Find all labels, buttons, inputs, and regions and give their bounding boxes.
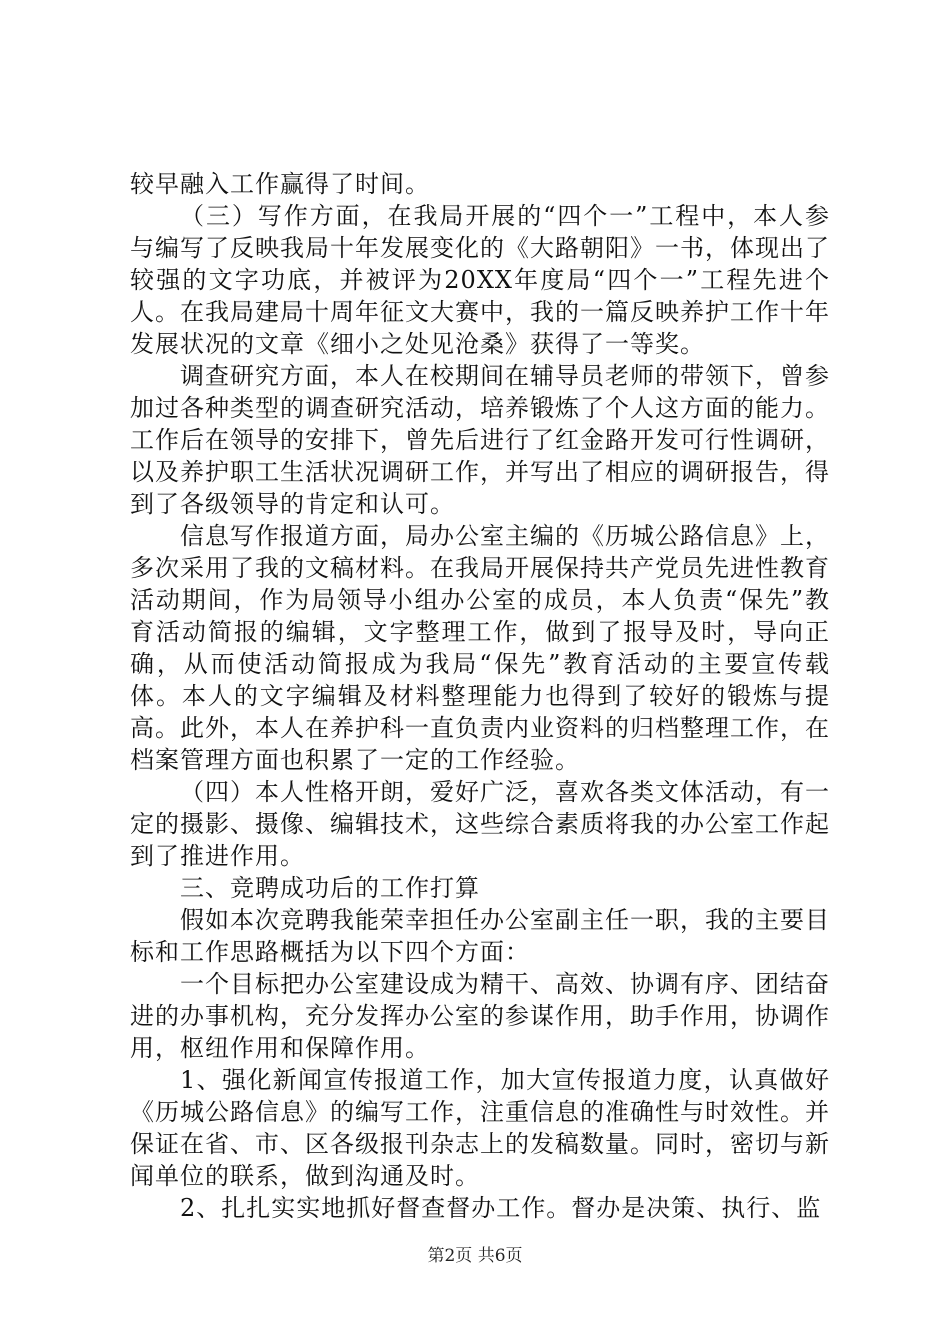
section-heading-work-plan: 三、竞聘成功后的工作打算: [180, 874, 480, 902]
page-number-label: 第2页 共6页: [427, 1246, 523, 1266]
paragraph-writing: （三）写作方面，在我局开展的“四个一”工程中，本人参与编写了反映我局十年发展变化的《大路朝阳》一书，体现出了较强的文字功底，并被评为20XX年度局“四个一”工程先进个人。在我局建局十周年征文大赛中，我的一篇反映养护工作十年发展状况的文章《细小之处见沧桑》获得了一等奖。: [130, 202, 830, 358]
paragraph-reporting: 信息写作报道方面，局办公室主编的《历城公路信息》上，多次采用了我的文稿材料。在我局开展保持共产党员先进性教育活动期间，作为局领导小组办公室的成员，本人负责“保先”教育活动简报的编辑，文字整理工作，做到了报导及时，导向正确，从而使活动简报成为我局“保先”教育活动的主要宣传载体。本人的文字编辑及材料整理能力也得到了较好的锻炼与提高。此外，本人在养护科一直负责内业资料的归档整理工作，在档案管理方面也积累了一定的工作经验。: [130, 522, 830, 774]
paragraph-continuation: 较早融入工作赢得了时间。: [130, 170, 430, 198]
paragraph-item-1: 1、强化新闻宣传报道工作，加大宣传报道力度，认真做好《历城公路信息》的编写工作，注重信息的准确性与时效性。并保证在省、市、区各级报刊杂志上的发稿数量。同时，密切与新闻单位的联系，做到沟通及时。: [130, 1066, 830, 1190]
paragraph-personality: （四）本人性格开朗，爱好广泛，喜欢各类文体活动，有一定的摄影、摄像、编辑技术，这些综合素质将我的办公室工作起到了推进作用。: [130, 778, 830, 870]
paragraph-goal: 一个目标把办公室建设成为精干、高效、协调有序、团结奋进的办事机构，充分发挥办公室的参谋作用，助手作用，协调作用，枢纽作用和保障作用。: [130, 970, 830, 1062]
page-footer: [0, 1245, 950, 1267]
paragraph-plan-intro: 假如本次竞聘我能荣幸担任办公室副主任一职，我的主要目标和工作思路概括为以下四个方面：: [130, 906, 830, 966]
paragraph-item-2: 2、扎扎实实地抓好督查督办工作。督办是决策、执行、监: [180, 1194, 822, 1222]
paragraph-research: 调查研究方面，本人在校期间在辅导员老师的带领下，曾参加过各种类型的调查研究活动，培养锻炼了个人这方面的能力。工作后在领导的安排下，曾先后进行了红金路开发可行性调研，以及养护职工生活状况调研工作，并写出了相应的调研报告，得到了各级领导的肯定和认可。: [130, 362, 830, 518]
document-body: [130, 168, 830, 1224]
